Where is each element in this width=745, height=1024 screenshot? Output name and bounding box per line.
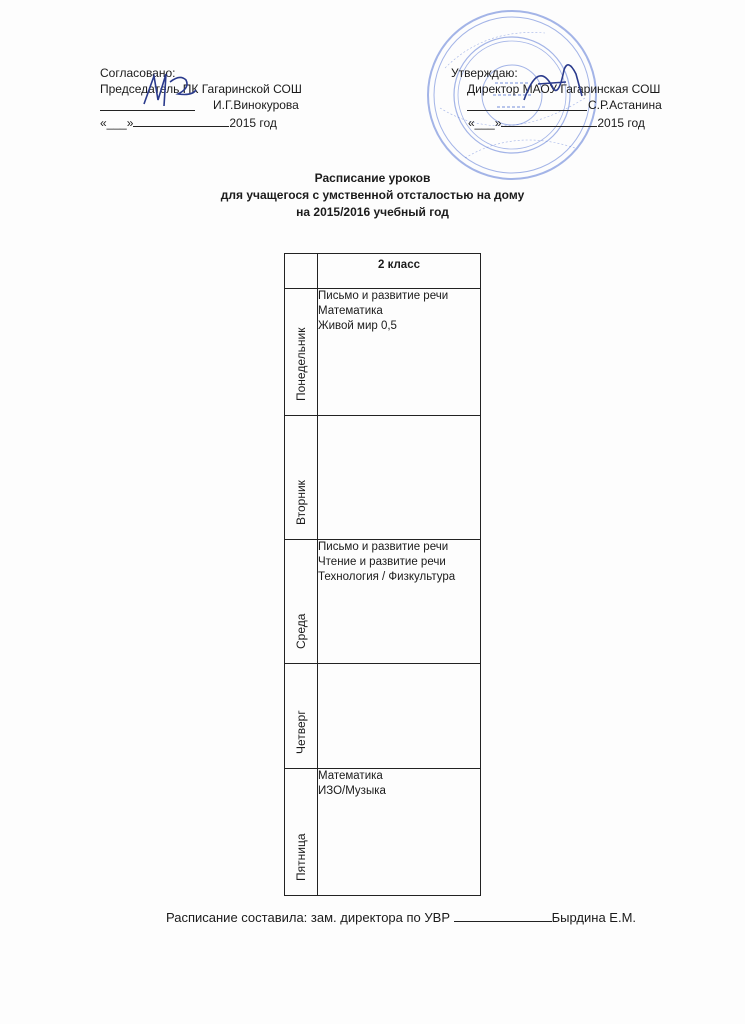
- signature-right: [518, 56, 588, 108]
- day-row-friday: [285, 769, 481, 896]
- schedule-title: Расписание уроков: [314, 171, 431, 185]
- day-row-wednesday: [285, 540, 481, 664]
- lesson-item: Математика: [318, 770, 383, 782]
- lesson-item: Технология / Физкультура: [318, 571, 456, 583]
- approval-right-label: Утверждаю:: [451, 66, 518, 80]
- lesson-item: Письмо и развитие речи: [318, 290, 449, 302]
- approval-right-name: С.Р.Астанина: [588, 98, 662, 112]
- day-row-tuesday: [285, 416, 481, 540]
- compiled-by: Расписание составила: зам. директора по УВР Бырдина Е.М.: [166, 910, 637, 925]
- signature-left: [140, 70, 200, 112]
- approval-right-date: «___» 2015 год: [468, 116, 645, 130]
- day-row-monday: [285, 289, 481, 416]
- schedule-table: [284, 253, 481, 896]
- schedule-subtitle: для учащегося с умственной отсталостью на дому: [220, 188, 525, 202]
- class-header: 2 класс: [318, 254, 481, 289]
- day-label: Вторник: [294, 480, 308, 525]
- lesson-item: Письмо и развитие речи: [318, 541, 449, 553]
- schedule-year: на 2015/2016 учебный год: [296, 205, 449, 219]
- lesson-item: Математика: [318, 305, 383, 317]
- lesson-item: Живой мир 0,5: [318, 320, 397, 332]
- approval-right-position: Директор МАОУ Гагаринская СОШ: [467, 82, 661, 96]
- day-label: Понедельник: [294, 327, 308, 401]
- lesson-item: Чтение и развитие речи: [318, 556, 446, 568]
- day-label: Четверг: [294, 710, 308, 754]
- day-row-thursday: [285, 664, 481, 769]
- lesson-item: ИЗО/Музыка: [318, 785, 386, 797]
- approval-left-label: Согласовано:: [100, 66, 176, 80]
- day-label: Пятница: [294, 833, 308, 881]
- approval-left-date: «___» 2015 год: [100, 116, 277, 130]
- approval-left-name: И.Г.Винокурова: [213, 98, 299, 112]
- day-label: Среда: [294, 613, 308, 649]
- table-header-row: [285, 254, 481, 289]
- approval-left-position: Председатель ПК Гагаринской СОШ: [100, 82, 302, 96]
- corner-cell: [285, 254, 318, 289]
